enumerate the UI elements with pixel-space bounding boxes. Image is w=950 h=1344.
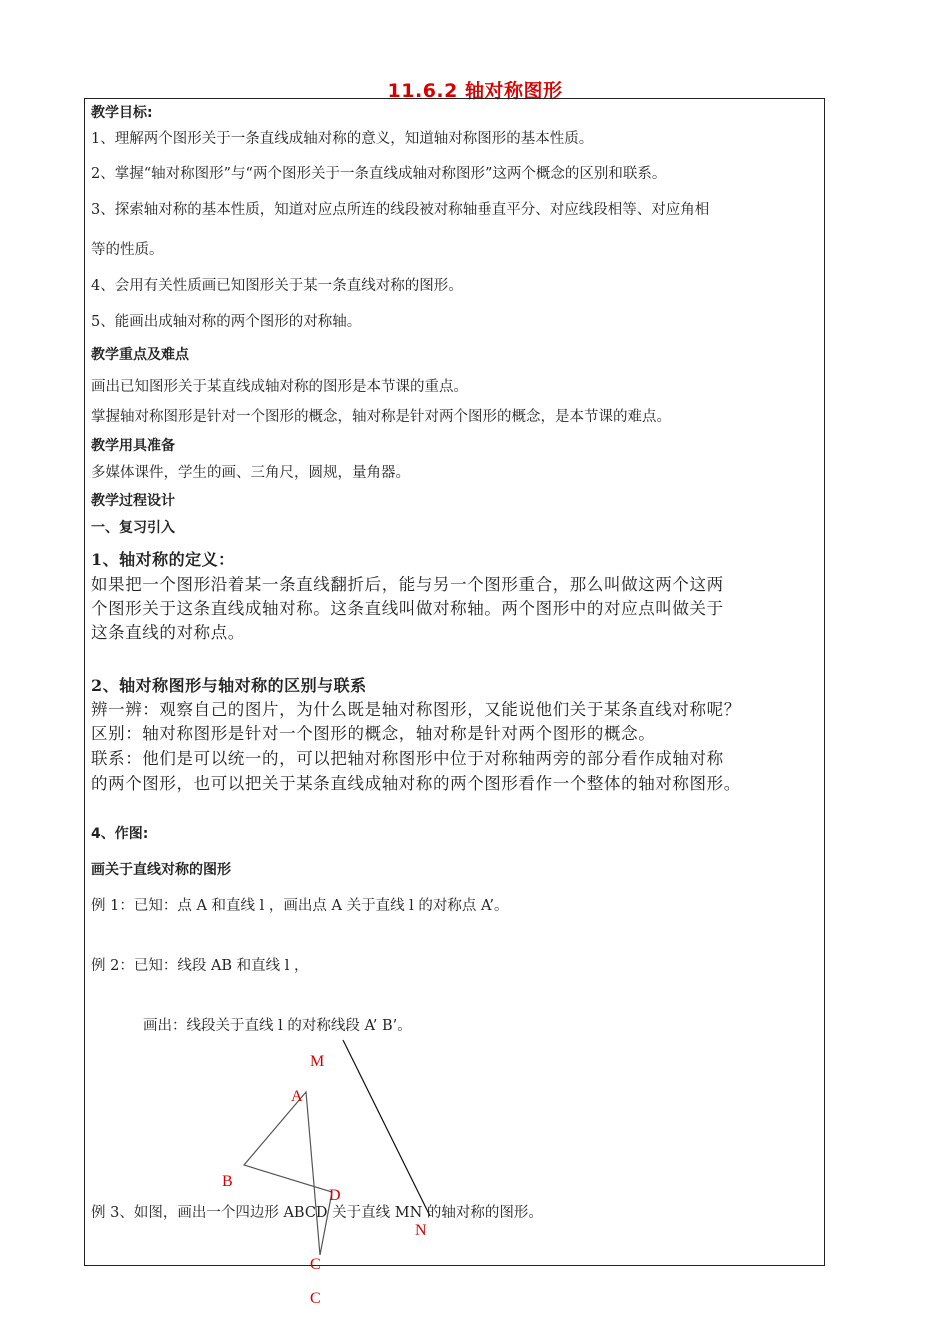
drawing-heading: 4、作图: [91,826,149,842]
objective-item: 等的性质。 [91,242,164,258]
label-c-duplicate: C [310,1290,321,1307]
section-review-heading: 一、复习引入 [91,520,175,536]
label-d: D [329,1187,341,1204]
tools-text: 多媒体课件，学生的画、三角尺，圆规，量角器。 [91,465,410,481]
objective-item: 5、能画出成轴对称的两个图形的对称轴。 [91,314,362,330]
difference-line: 区别：轴对称图形是针对一个图形的概念，轴对称是针对两个图形的概念。 [91,724,656,743]
drawing-subheading: 画关于直线对称的图形 [91,862,231,878]
example-1: 例 1：已知：点 A 和直线 l ，画出点 A 关于直线 l 的对称点 A’。 [91,898,509,914]
tools-heading: 教学用具准备 [91,438,175,454]
objectives-heading: 教学目标: [91,105,153,121]
difference-line: 辨一辨：观察自己的图片，为什么既是轴对称图形，又能说他们关于某条直线对称呢？ [91,700,741,719]
label-c: C [310,1256,321,1273]
example-2: 例 2：已知：线段 AB 和直线 l ， [91,958,309,974]
line-mn [343,1040,430,1216]
example-3: 例 3、如图，画出一个四边形 ABCD 关于直线 MN 的轴对称的图形。 [91,1205,543,1221]
label-n: N [415,1222,427,1239]
definition-heading: 1、轴对称的定义： [91,550,235,569]
objective-item: 1、理解两个图形关于一条直线成轴对称的意义，知道轴对称图形的基本性质。 [91,131,594,147]
key-points-heading: 教学重点及难点 [91,347,189,363]
quadrilateral-abdc [244,1092,332,1255]
objective-item: 3、探索轴对称的基本性质，知道对应点所连的线段被对称轴垂直平分、对应线段相等、对应角相 [91,202,710,218]
label-a: A [291,1088,303,1105]
definition-line: 如果把一个图形沿着某一条直线翻折后，能与另一个图形重合，那么叫做这两个这两 [91,575,724,594]
difference-heading: 2、轴对称图形与轴对称的区别与联系 [91,676,367,695]
objective-item: 4、会用有关性质画已知图形关于某一条直线对称的图形。 [91,278,463,294]
label-m: M [310,1053,325,1070]
difference-line: 联系：他们是可以统一的，可以把轴对称图形中位于对称轴两旁的部分看作成轴对称 [91,749,724,768]
label-b: B [222,1173,233,1190]
objective-item: 2、掌握“轴对称图形”与“两个图形关于一条直线成轴对称图形”这两个概念的区别和联系。 [91,166,667,182]
key-point-item: 画出已知图形关于某直线成轴对称的图形是本节课的重点。 [91,379,468,395]
example-2-task: 画出：线段关于直线 l 的对称线段 A’ B’。 [143,1018,412,1034]
page-title: 11.6.2 轴对称图形 [387,80,563,102]
process-heading: 教学过程设计 [91,493,175,509]
key-point-item: 掌握轴对称图形是针对一个图形的概念，轴对称是针对两个图形的概念，是本节课的难点。 [91,409,671,425]
difference-line: 的两个图形，也可以把关于某条直线成轴对称的两个图形看作一个整体的轴对称图形。 [91,774,741,793]
definition-line: 这条直线的对称点。 [91,623,245,642]
definition-line: 个图形关于这条直线成轴对称。这条直线叫做对称轴。两个图形中的对应点叫做关于 [91,599,724,618]
